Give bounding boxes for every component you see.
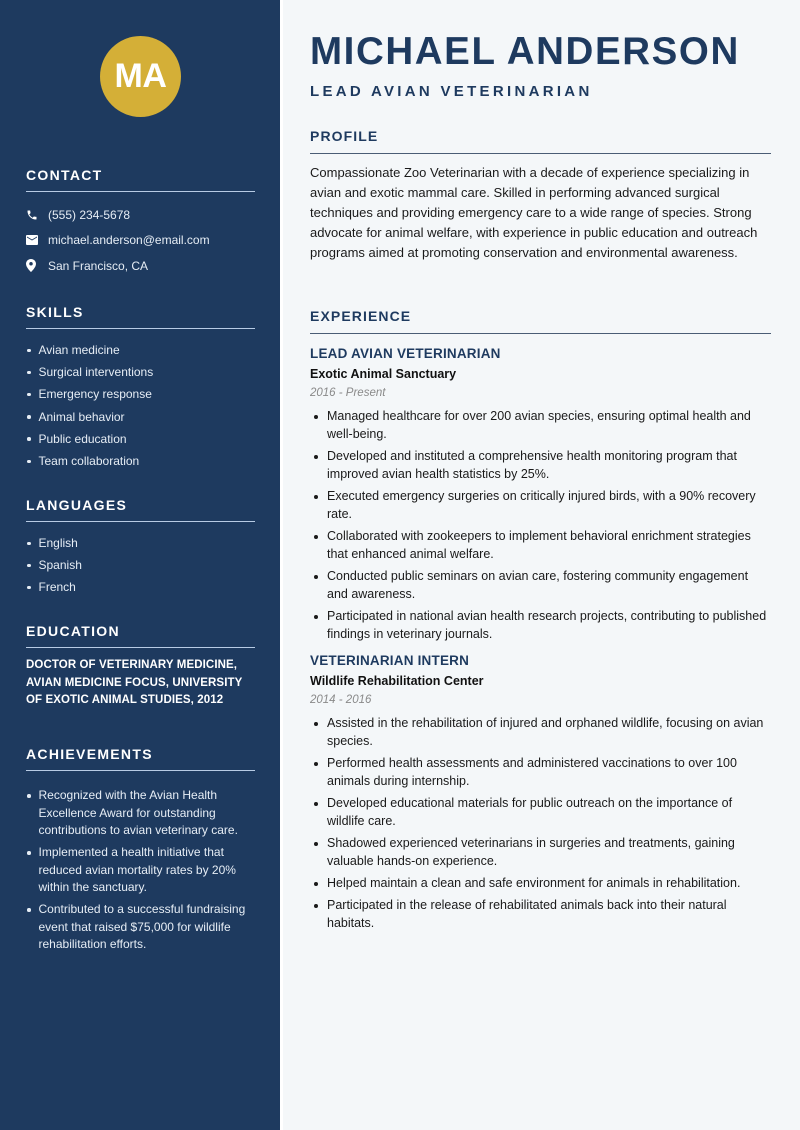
job-bullet: Participated in national avian health research projects, contributing to published findings in veterinary journals.: [310, 607, 771, 643]
skills-list: [26, 339, 255, 472]
achievement-item: Implemented a health initiative that reduced avian mortality rates by 20% within the sanctuary.: [26, 844, 255, 897]
contact-heading: CONTACT: [26, 167, 255, 192]
education-section: [26, 623, 255, 710]
achievement-item: Contributed to a successful fundraising event that raised $75,000 for wildlife rehabilitation efforts.: [26, 901, 255, 954]
achievements-heading: ACHIEVEMENTS: [26, 746, 255, 771]
job-title: VETERINARIAN INTERN: [310, 653, 470, 668]
job-bullets: [310, 407, 771, 643]
language-item: Spanish: [26, 554, 255, 576]
candidate-title: LEAD AVIAN VETERINARIAN: [310, 83, 593, 100]
job-bullet: Performed health assessments and administered vaccinations to over 100 animals during internship.: [310, 754, 771, 790]
job-bullet: Assisted in the rehabilitation of injured and orphaned wildlife, focusing on avian species.: [310, 714, 771, 750]
contact-location: [26, 253, 255, 279]
education-heading: EDUCATION: [26, 623, 255, 648]
languages-list: [26, 532, 255, 599]
skill-item: Team collaboration: [26, 450, 255, 472]
experience-heading: EXPERIENCE: [310, 308, 771, 334]
achievement-item: Recognized with the Avian Health Excellence Award for outstanding contributions to avian veterinary care.: [26, 787, 255, 840]
sidebar: [0, 0, 280, 1130]
contact-section: [26, 167, 255, 279]
experience-section: [310, 308, 771, 936]
job-bullets: [310, 714, 771, 932]
profile-heading: PROFILE: [310, 128, 771, 154]
job-dates: 2016 - Present: [310, 387, 386, 399]
education-degree: DOCTOR OF VETERINARY MEDICINE, AVIAN MEDICINE FOCUS, UNIVERSITY OF EXOTIC ANIMAL STUDIES, 2012: [26, 659, 243, 706]
job-dates: 2014 - 2016: [310, 694, 372, 706]
skill-item: Public education: [26, 428, 255, 450]
skills-section: [26, 304, 255, 472]
contact-phone: [26, 202, 255, 228]
skills-heading: SKILLS: [26, 304, 255, 329]
skill-item: Surgical interventions: [26, 361, 255, 383]
job-bullet: Collaborated with zookeepers to implement behavioral enrichment strategies that enhanced animal welfare.: [310, 527, 771, 563]
profile-section: [310, 128, 771, 263]
job-bullet: Executed emergency surgeries on critically injured birds, with a 90% recovery rate.: [310, 487, 771, 523]
phone-icon: [26, 209, 48, 221]
job-bullet: Developed and instituted a comprehensive health monitoring program that improved avian health statistics by 25%.: [310, 447, 771, 483]
job-title: LEAD AVIAN VETERINARIAN: [310, 346, 501, 361]
languages-section: [26, 497, 255, 599]
main-content: [283, 0, 800, 1130]
phone-text[interactable]: (555) 234-5678: [48, 207, 131, 222]
job-bullet: Managed healthcare for over 200 avian species, ensuring optimal health and well-being.: [310, 407, 771, 443]
job-bullet: Helped maintain a clean and safe environment for animals in rehabilitation.: [310, 874, 771, 892]
location-pin-icon: [26, 259, 48, 272]
job-bullet: Shadowed experienced veterinarians in surgeries and treatments, gaining valuable hands-on experience.: [310, 834, 771, 870]
profile-summary: Compassionate Zoo Veterinarian with a decade of experience specializing in avian and exotic mammal care. Skilled in performing advanced surgical techniques and providing emergency care to a wide range of species. Strong advocate for animal welfare, with experience in public education and outreach programs aimed at promoting conservation and environmental awareness.: [310, 165, 758, 260]
language-item: French: [26, 576, 255, 598]
location-text: San Francisco, CA: [48, 258, 149, 273]
candidate-name: MICHAEL ANDERSON: [310, 30, 740, 73]
achievements-section: [26, 746, 255, 958]
job-bullet: Developed educational materials for public outreach on the importance of wildlife care.: [310, 794, 771, 830]
language-item: English: [26, 532, 255, 554]
job-entry: [310, 346, 771, 643]
job-bullet: Participated in the release of rehabilitated animals back into their natural habitats.: [310, 896, 771, 932]
skill-item: Emergency response: [26, 383, 255, 405]
skill-item: Avian medicine: [26, 339, 255, 361]
skill-item: Animal behavior: [26, 406, 255, 428]
job-bullet: Conducted public seminars on avian care, fostering community engagement and awareness.: [310, 567, 771, 603]
achievements-list: [26, 787, 255, 954]
contact-list: [26, 202, 255, 279]
languages-heading: LANGUAGES: [26, 497, 255, 522]
job-company: Wildlife Rehabilitation Center: [310, 674, 484, 688]
email-text[interactable]: michael.anderson@email.com: [48, 233, 210, 248]
contact-email: [26, 228, 255, 254]
avatar: MA: [100, 36, 181, 117]
email-icon: [26, 235, 48, 245]
job-company: Exotic Animal Sanctuary: [310, 367, 457, 381]
job-entry: [310, 653, 771, 932]
